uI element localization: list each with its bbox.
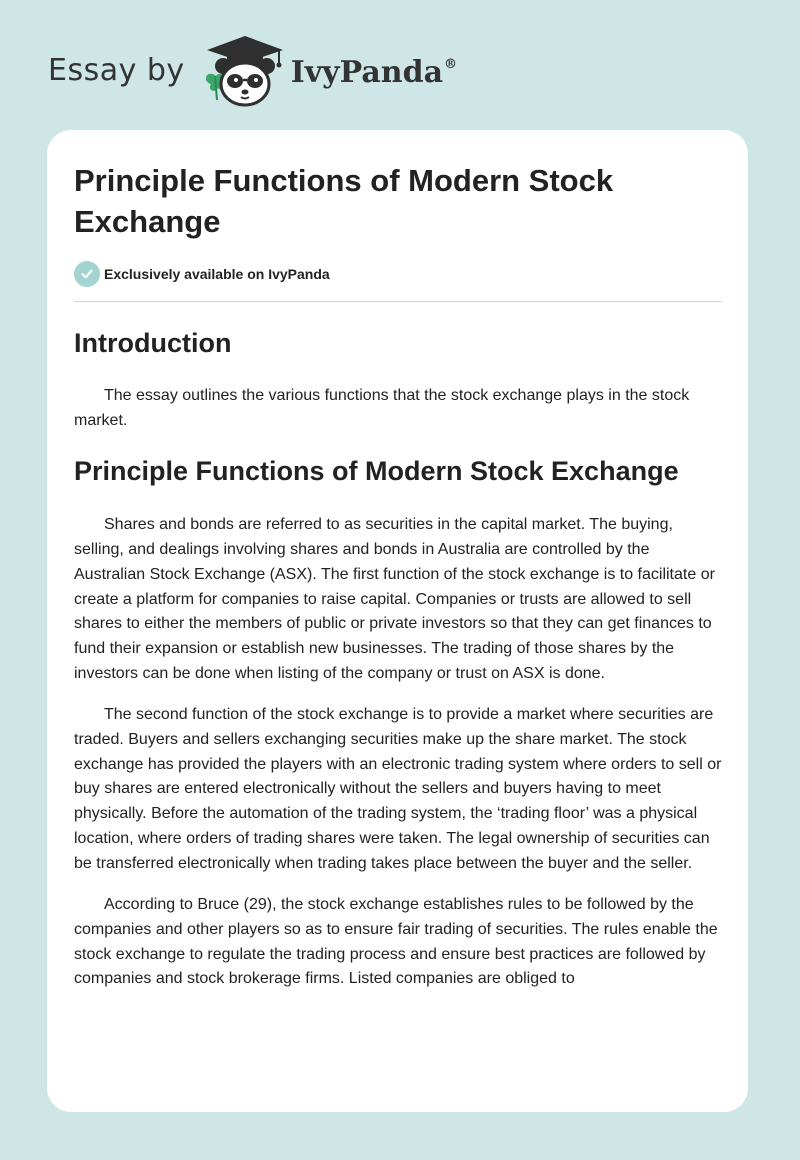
essay-by-label: Essay by: [48, 52, 185, 88]
exclusive-badge: [74, 261, 722, 287]
paragraph: The second function of the stock exchange is to provide a market where securities are traded. Buyers and sellers exchanging securities make up the share market. The stock exchange has provided the players with an electronic trading system where orders to sell or buy shares are entered electronically without the sellers and buyers having to meet physically. Before the automation of the trading system, the ‘trading floor’ was a physical location, where orders of trading shares were taken. The legal ownership of securities can be transferred electronically when trading takes place between the buyer and the seller.: [74, 706, 722, 872]
site-header: [48, 30, 457, 110]
essay-card: [47, 130, 748, 1112]
exclusive-badge-label: Exclusively available on IvyPanda: [104, 266, 330, 282]
title-divider: [74, 301, 722, 302]
section-heading-introduction: Introduction: [74, 328, 232, 358]
registered-mark: ®: [444, 56, 458, 72]
essay-title: Principle Functions of Modern Stock Exchange: [74, 163, 614, 239]
paragraph: Shares and bonds are referred to as securities in the capital market. The buying, selling, and dealings involving shares and bonds in Australia are controlled by the Australian Stock Exchange (ASX). The first function of the stock exchange is to facilitate or create a platform for companies to raise capital. Companies or trusts are allowed to sell shares to either the members of public or private investors so that they can get finances to fund their expansion or establish new businesses. The trading of those shares by the investors can be done when listing of the company or trust on ASX is done.: [74, 516, 715, 682]
paragraph: The essay outlines the various functions that the stock exchange plays in the stock market.: [74, 387, 690, 429]
section-heading-principle-functions: Principle Functions of Modern Stock Exchange: [74, 456, 679, 487]
check-circle-icon: [74, 261, 100, 287]
brand-name[interactable]: IvyPanda®: [290, 54, 458, 90]
panda-logo-icon[interactable]: [199, 30, 289, 110]
paragraph: According to Bruce (29), the stock exchange establishes rules to be followed by the companies and other players so as to ensure fair trading of securities. The rules enable the stock exchange to regulate the trading process and ensure best practices are followed by companies and stock brokerage firms. Listed companies are obliged to: [74, 896, 718, 988]
